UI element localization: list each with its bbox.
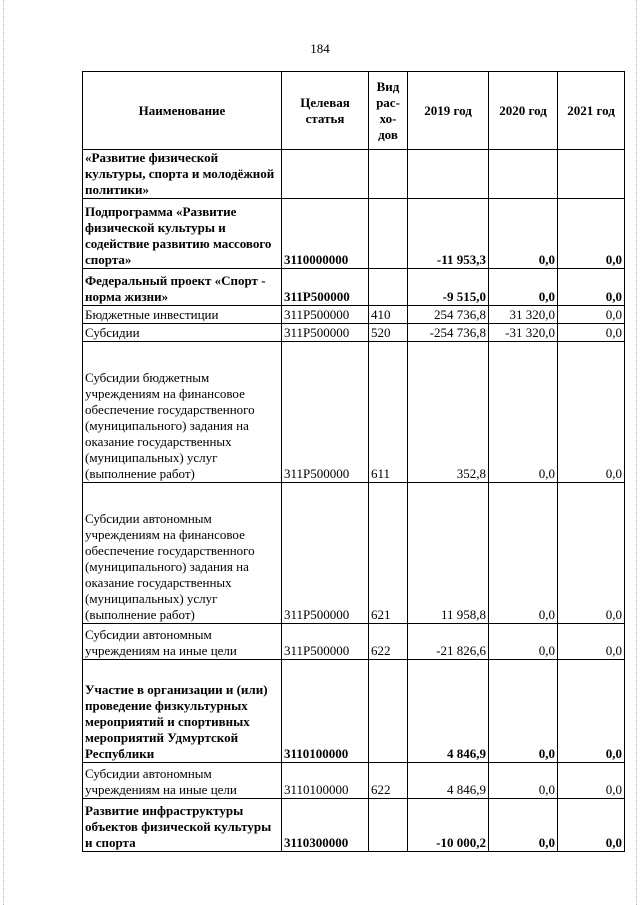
- table-row: [83, 799, 625, 852]
- row-2019: -21 826,6: [408, 624, 489, 660]
- row-kind: [369, 199, 408, 269]
- row-name: «Развитие физической культуры, спорта и молодёжной политики»: [83, 150, 282, 199]
- row-code: [282, 150, 369, 199]
- row-code: 311P500000: [282, 324, 369, 342]
- row-2020: 31 320,0: [489, 306, 558, 324]
- row-2020: 0,0: [489, 199, 558, 269]
- header-kind: Вид рас-хо-дов: [369, 72, 408, 150]
- row-kind: 410: [369, 306, 408, 324]
- row-name: Субсидии автономным учреждениям на финансовое обеспечение государственного (муниципального) задания на оказание государственных (муниципальных) услуг (выполнение работ): [83, 483, 282, 624]
- row-2021: 0,0: [558, 763, 625, 799]
- row-2019: 254 736,8: [408, 306, 489, 324]
- row-2019: 4 846,9: [408, 660, 489, 763]
- row-name: Субсидии бюджетным учреждениям на финансовое обеспечение государственного (муниципального) задания на оказание государственных (муниципальных) услуг (выполнение работ): [83, 342, 282, 483]
- row-kind: 621: [369, 483, 408, 624]
- row-code: 311P500000: [282, 483, 369, 624]
- row-2021: 0,0: [558, 199, 625, 269]
- row-2020: -31 320,0: [489, 324, 558, 342]
- row-2019: 352,8: [408, 342, 489, 483]
- budget-table: [82, 71, 625, 852]
- row-code: 3110100000: [282, 660, 369, 763]
- table-row: [83, 624, 625, 660]
- row-kind: [369, 799, 408, 852]
- left-margin-rule: [3, 0, 4, 905]
- table-row: [83, 150, 625, 199]
- row-2019: -10 000,2: [408, 799, 489, 852]
- table-header-row: [83, 72, 625, 150]
- table-row: [83, 483, 625, 624]
- row-2019: [408, 150, 489, 199]
- row-kind: [369, 150, 408, 199]
- row-name: Субсидии: [83, 324, 282, 342]
- row-2019: -11 953,3: [408, 199, 489, 269]
- row-2021: 0,0: [558, 269, 625, 306]
- row-name: Бюджетные инвестиции: [83, 306, 282, 324]
- table-row: [83, 660, 625, 763]
- table-row: [83, 324, 625, 342]
- row-2019: -254 736,8: [408, 324, 489, 342]
- row-code: 311P500000: [282, 269, 369, 306]
- table-row: [83, 763, 625, 799]
- row-name: Субсидии автономным учреждениям на иные цели: [83, 624, 282, 660]
- row-2021: 0,0: [558, 624, 625, 660]
- header-2021: 2021 год: [558, 72, 625, 150]
- row-2020: 0,0: [489, 342, 558, 483]
- row-2021: 0,0: [558, 799, 625, 852]
- header-target: Целевая статья: [282, 72, 369, 150]
- row-2021: 0,0: [558, 306, 625, 324]
- row-2021: 0,0: [558, 660, 625, 763]
- row-2019: 4 846,9: [408, 763, 489, 799]
- row-kind: 520: [369, 324, 408, 342]
- row-code: 311P500000: [282, 624, 369, 660]
- row-kind: 622: [369, 624, 408, 660]
- row-code: 3110300000: [282, 799, 369, 852]
- right-margin-rule: [636, 0, 637, 905]
- header-2019: 2019 год: [408, 72, 489, 150]
- page-number: 184: [310, 41, 330, 56]
- row-2020: 0,0: [489, 763, 558, 799]
- row-2019: 11 958,8: [408, 483, 489, 624]
- row-name: Субсидии автономным учреждениям на иные цели: [83, 763, 282, 799]
- row-2021: 0,0: [558, 483, 625, 624]
- header-name: Наименование: [83, 72, 282, 150]
- row-2020: [489, 150, 558, 199]
- row-code: 311P500000: [282, 342, 369, 483]
- row-2020: 0,0: [489, 483, 558, 624]
- table-row: [83, 199, 625, 269]
- row-code: 3110000000: [282, 199, 369, 269]
- row-name: Развитие инфраструктуры объектов физической культуры и спорта: [83, 799, 282, 852]
- row-name: Федеральный проект «Спорт - норма жизни»: [83, 269, 282, 306]
- row-2020: 0,0: [489, 660, 558, 763]
- row-code: 311P500000: [282, 306, 369, 324]
- table-row: [83, 342, 625, 483]
- row-2019: -9 515,0: [408, 269, 489, 306]
- header-2020: 2020 год: [489, 72, 558, 150]
- row-2020: 0,0: [489, 624, 558, 660]
- row-name: Участие в организации и (или) проведение физкультурных мероприятий и спортивных мероприятий Удмуртской Республики: [83, 660, 282, 763]
- row-kind: [369, 660, 408, 763]
- row-2020: 0,0: [489, 799, 558, 852]
- row-kind: 622: [369, 763, 408, 799]
- row-2021: [558, 150, 625, 199]
- table-row: [83, 269, 625, 306]
- row-2021: 0,0: [558, 324, 625, 342]
- table-row: [83, 306, 625, 324]
- row-2020: 0,0: [489, 269, 558, 306]
- row-2021: 0,0: [558, 342, 625, 483]
- row-name: Подпрограмма «Развитие физической культуры и содействие развитию массового спорта»: [83, 199, 282, 269]
- row-code: 3110100000: [282, 763, 369, 799]
- row-kind: [369, 269, 408, 306]
- row-kind: 611: [369, 342, 408, 483]
